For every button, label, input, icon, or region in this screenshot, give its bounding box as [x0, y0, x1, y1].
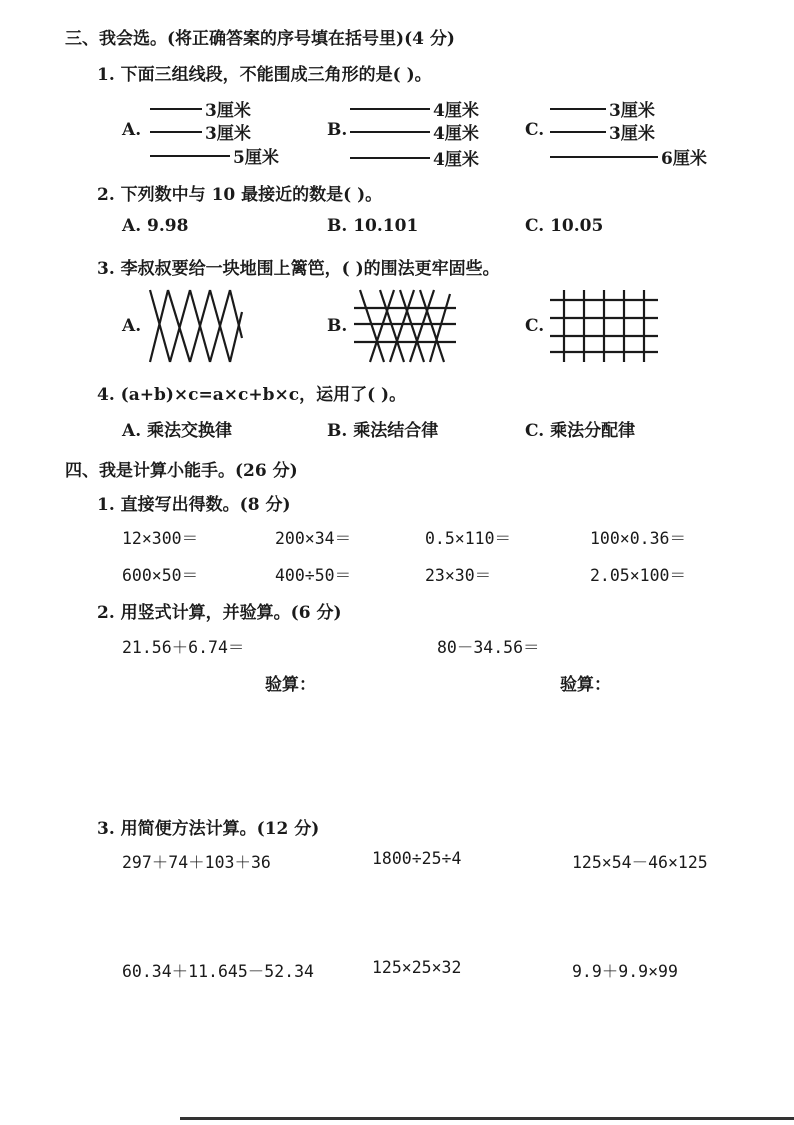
question-4-stem: 4. (a+b)×c=a×c+b×c，运用了( )。: [97, 385, 407, 405]
simplify-calc-item[interactable]: 60.34＋11.645－52.34: [122, 962, 314, 981]
segment-label: 3厘米: [205, 124, 251, 144]
segment-label: 4厘米: [433, 150, 479, 170]
fence-diagonal-grid-figure: [350, 288, 460, 364]
segment-label: 4厘米: [433, 124, 479, 144]
part-2-stem: 2. 用竖式计算，并验算。(6 分): [97, 603, 342, 623]
segment-line: [350, 108, 430, 110]
segment-line: [350, 131, 430, 133]
vertical-calc-item[interactable]: 80－34.56＝: [437, 638, 540, 657]
segment-line: [150, 155, 230, 157]
segment-label: 6厘米: [661, 149, 707, 169]
segment-line: [550, 156, 658, 158]
simplify-calc-item[interactable]: 297＋74＋103＋36: [122, 853, 271, 872]
oral-calc-item[interactable]: 0.5×110＝: [425, 529, 512, 548]
option-letter: A.: [122, 316, 142, 336]
segment-label: 5厘米: [233, 148, 279, 168]
segment-label: 4厘米: [433, 101, 479, 121]
segment-label: 3厘米: [609, 124, 655, 144]
option-letter: C.: [525, 316, 545, 336]
option-letter: C.: [525, 120, 545, 140]
oral-calc-item[interactable]: 400÷50＝: [275, 566, 352, 585]
fence-zigzag-figure: [146, 288, 246, 364]
q4-option-c[interactable]: C. 乘法分配律: [525, 421, 636, 441]
segment-line: [150, 108, 202, 110]
q2-option-a[interactable]: A. 9.98: [122, 216, 189, 236]
segment-label: 3厘米: [205, 101, 251, 121]
segment-label: 3厘米: [609, 101, 655, 121]
option-letter: B.: [327, 120, 348, 140]
oral-calc-item[interactable]: 600×50＝: [122, 566, 199, 585]
bottom-divider: [180, 1117, 794, 1120]
section-3-title: 三、我会选。(将正确答案的序号填在括号里)(4 分): [65, 29, 455, 49]
oral-calc-item[interactable]: 200×34＝: [275, 529, 352, 548]
segment-line: [350, 157, 430, 159]
q2-option-c[interactable]: C. 10.05: [525, 216, 604, 236]
question-2-stem: 2. 下列数中与 10 最接近的数是( )。: [97, 185, 383, 205]
oral-calc-item[interactable]: 100×0.36＝: [590, 529, 686, 548]
question-1-stem: 1. 下面三组线段，不能围成三角形的是( )。: [97, 65, 432, 85]
simplify-calc-item[interactable]: 1800÷25÷4: [372, 849, 462, 868]
oral-calc-item[interactable]: 12×300＝: [122, 529, 199, 548]
segment-line: [550, 131, 606, 133]
vertical-calc-item[interactable]: 21.56＋6.74＝: [122, 638, 245, 657]
segment-line: [550, 108, 606, 110]
simplify-calc-item[interactable]: 125×54－46×125: [572, 853, 708, 872]
check-label: 验算：: [560, 675, 611, 695]
check-label: 验算：: [265, 675, 316, 695]
oral-calc-item[interactable]: 2.05×100＝: [590, 566, 686, 585]
part-1-stem: 1. 直接写出得数。(8 分): [97, 495, 291, 515]
q4-option-b[interactable]: B. 乘法结合律: [327, 421, 439, 441]
q4-option-a[interactable]: A. 乘法交换律: [122, 421, 233, 441]
option-letter: A.: [122, 120, 142, 140]
option-letter: B.: [327, 316, 348, 336]
question-3-stem: 3. 李叔叔要给一块地围上篱笆，( )的围法更牢固些。: [97, 259, 500, 279]
fence-square-grid-figure: [548, 288, 660, 364]
oral-calc-item[interactable]: 23×30＝: [425, 566, 492, 585]
section-4-title: 四、我是计算小能手。(26 分): [65, 461, 298, 481]
part-3-stem: 3. 用简便方法计算。(12 分): [97, 819, 320, 839]
simplify-calc-item[interactable]: 125×25×32: [372, 958, 462, 977]
q2-option-b[interactable]: B. 10.101: [327, 216, 419, 236]
simplify-calc-item[interactable]: 9.9＋9.9×99: [572, 962, 678, 981]
segment-line: [150, 131, 202, 133]
